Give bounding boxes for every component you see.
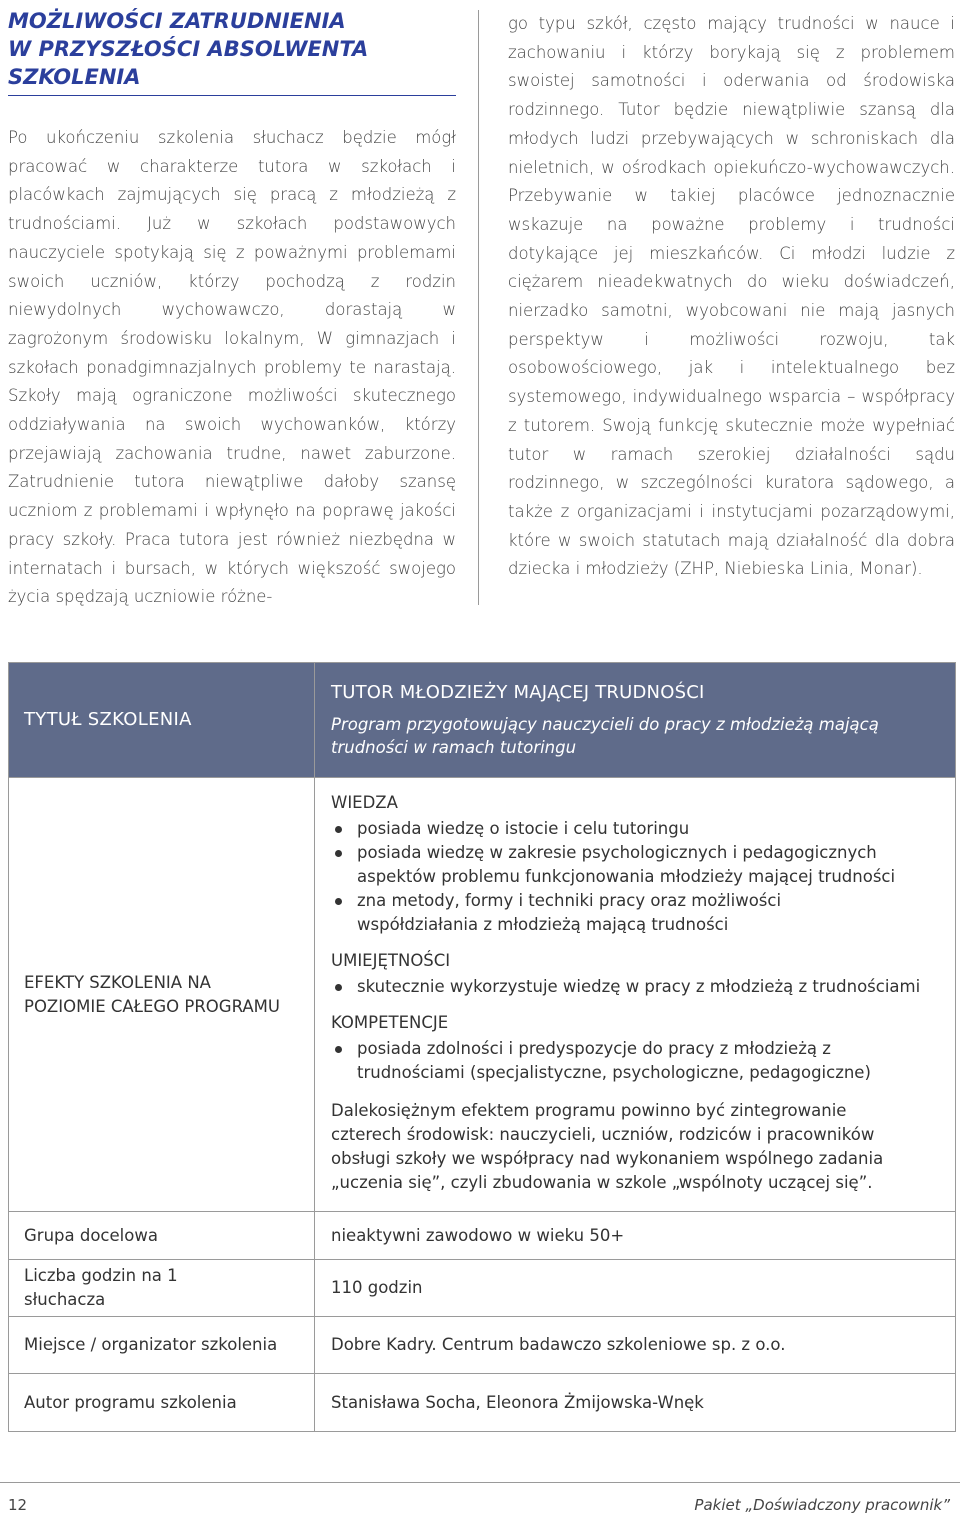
training-subtitle: Program przygotowujący nauczycieli do pracy z młodzieżą mającą trudności w ramach tutoringu — [331, 715, 879, 757]
knowledge-title: WIEDZA — [331, 792, 398, 812]
author-label: Autor programu szkolenia — [9, 1374, 315, 1432]
title-cell — [315, 663, 956, 778]
list-item: posiada wiedzę w zakresie psychologicznych i pedagogicznych aspektów problemu funkcjonowania młodzieży mającej trudności — [357, 841, 955, 889]
section-heading — [8, 7, 468, 91]
table-row-target — [9, 1212, 956, 1260]
hours-label: Liczba godzin na 1 słuchacza — [9, 1260, 315, 1317]
page-number: 12 — [8, 1496, 28, 1514]
place-label: Miejsce / organizator szkolenia — [9, 1317, 315, 1374]
list-item: skutecznie wykorzystuje wiedzę w pracy z młodzieżą z trudnościami — [357, 975, 955, 999]
competences-title: KOMPETENCJE — [331, 1012, 449, 1032]
heading-line-2: W PRZYSZŁOŚCI ABSOLWENTA — [8, 37, 369, 61]
competences-list — [331, 1037, 955, 1085]
effects-label: EFEKTY SZKOLENIA NA POZIOMIE CAŁEGO PROGRAMU — [9, 778, 315, 1212]
table-row-author — [9, 1374, 956, 1432]
skills-title: UMIEJĘTNOŚCI — [331, 950, 451, 970]
knowledge-list — [331, 817, 955, 937]
author-value: Stanisława Socha, Eleonora Żmijowska-Wnęk — [315, 1374, 956, 1432]
target-value: nieaktywni zawodowo w wieku 50+ — [315, 1212, 956, 1260]
left-column — [8, 124, 456, 612]
footer-rule — [0, 1482, 960, 1483]
table-row-place — [9, 1317, 956, 1374]
heading-rule — [8, 95, 456, 96]
heading-line-3: SZKOLENIA — [8, 65, 141, 89]
list-item: posiada zdolności i predyspozycje do pracy z młodzieżą z trudnościami (specjalistyczne, psychologiczne, pedagogiczne) — [357, 1037, 955, 1085]
list-item: posiada wiedzę o istocie i celu tutoringu — [357, 817, 955, 841]
publication-title: Pakiet „Doświadczony pracownik” — [694, 1496, 950, 1514]
training-title: TUTOR MŁODZIEŻY MAJĄCEJ TRUDNOŚCI — [331, 682, 705, 703]
table-row-effects — [9, 778, 956, 1212]
left-column-text: Po ukończeniu szkolenia słuchacz będzie mógł pracować w charakterze tutora w szkołach i placówkach zajmujących się pracą z młodzieżą z trudnościami. Już w szkołach podstawowych nauczyciele spotykają się z poważnymi problemami swoich uczniów, którzy pochodzą z rodzin niewydolnych wychowawczo, dorastają w zagrożonym środowisku lokalnym, W gimnazjach i szkołach ponadgimnazjalnych problemy te narastają. Szkoły mają ograniczone możliwości skutecznego oddziaływania na swoich wychowanków, którzy przejawiają zachowania trudne, nawet zaburzone. Zatrudnienie tutora niewątpliwe dałoby szansę uczniom z problemami i wpłynęło na poprawę jakości pracy szkoły. Praca tutora jest również niezbędna w internatach i bursach, w których większość swojego życia spędzają uczniowie różne- — [8, 128, 456, 607]
right-column-text: go typu szkół, często mający trudności w nauce i zachowaniu i którzy borykają się z problemem swoistej samotności i oderwania od środowiska rodzinnego. Tutor będzie niewątpliwie szansą dla młodych ludzi przebywających w schroniskach dla nieletnich, w ośrodkach opiekuńczo-wychowawczych. Przebywanie w takiej placówce jednoznacznie wskazuje na poważne problemy i trudności dotykające jej mieszkańców. Ci młodzi ludzie z ciężarem nieadekwatnych do wieku doświadczeń, nierzadko samotni, wyobcowani nie mają jasnych perspektyw i możliwości rozwoju, tak osobowościowego, jak i intelektualnego bez systemowego, indywidualnego wsparcia – współpracy z tutorem. Swoją funkcję skutecznie może wypełniać tutor w ramach szerokiej działalności sądu rodzinnego, w szczególności kuratora sądowego, a także z organizacjami i instytucjami pozarządowymi, które w swoich statutach mają działalność dla dobra dziecka i młodzieży (ZHP, Niebieska Linia, Monar). — [508, 14, 955, 579]
list-item: zna metody, formy i techniki pracy oraz możliwości współdziałania z młodzieżą mającą trudności — [357, 889, 955, 937]
table-row-hours — [9, 1260, 956, 1317]
effects-note: Dalekosiężnym efektem programu powinno być zintegrowanie czterech środowisk: nauczycieli, uczniów, rodziców i pracowników obsługi szkoły we współpracy nad wykonaniem wspólnego zadania „uczenia się”, czyli zbudowania w szkole „wspólnoty uczącej się”. — [331, 1100, 884, 1192]
right-column — [508, 10, 955, 584]
column-divider — [478, 10, 479, 605]
heading-line-1: MOŻLIWOŚCI ZATRUDNIENIA — [8, 9, 346, 33]
table-row-title — [9, 663, 956, 778]
training-info-table — [8, 662, 956, 1432]
title-label: TYTUŁ SZKOLENIA — [9, 663, 315, 778]
effects-cell — [315, 778, 956, 1212]
skills-list — [331, 975, 955, 999]
hours-value: 110 godzin — [315, 1260, 956, 1317]
place-value: Dobre Kadry. Centrum badawczo szkoleniowe sp. z o.o. — [315, 1317, 956, 1374]
target-label: Grupa docelowa — [9, 1212, 315, 1260]
